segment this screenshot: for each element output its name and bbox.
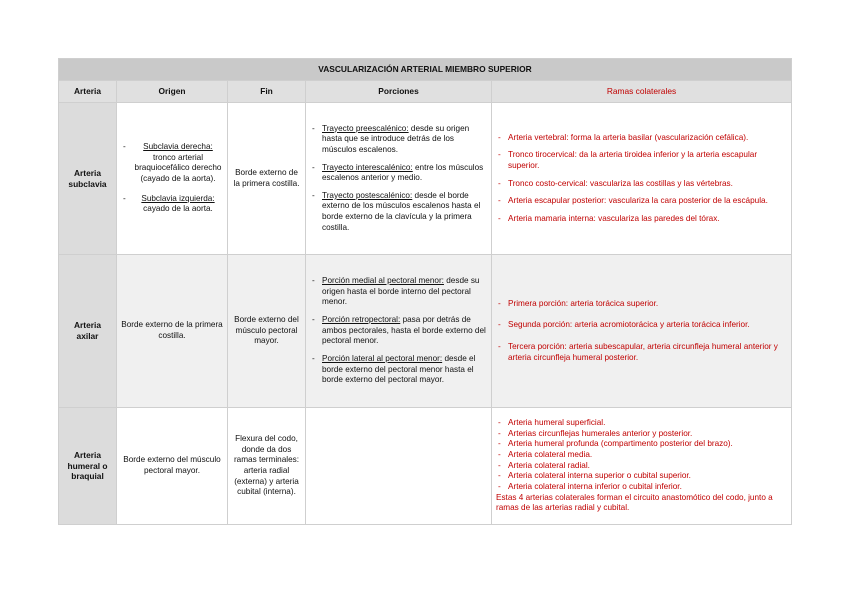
header-fin: Fin xyxy=(228,81,306,103)
table-row-subclavia xyxy=(59,103,792,255)
rama-item: - Tercera porción: arteria subescapular, arteria circunfleja humeral anterior y arteria circunfleja humeral posterior. xyxy=(496,342,787,363)
rama-item: - Arteria mamaria interna: vasculariza las paredes del tórax. xyxy=(496,214,787,225)
header-origen: Origen xyxy=(117,81,228,103)
porcion-label: Trayecto postescalénico: xyxy=(322,190,413,200)
origen-text: tronco arterial braquiocefálico derecho (cayado de la aorta). xyxy=(134,152,222,183)
rama-item: - Arteria colateral radial. xyxy=(496,461,787,472)
rama-item: - Arteria escapular posterior: vasculariza la cara posterior de la escápula. xyxy=(496,196,787,207)
porcion-text: desde su origen hasta el borde interno del pectoral menor. xyxy=(322,276,480,307)
porcion-item xyxy=(310,191,487,234)
porcion-item xyxy=(310,276,487,308)
origen-label: Subclavia derecha: xyxy=(143,142,213,152)
porcion-text: desde el borde externo del pectoral menor hasta el borde externo del pectoral mayor. xyxy=(322,353,476,385)
origen-label: Subclavia izquierda: xyxy=(141,193,215,203)
fin-cell: Flexura del codo, donde da dos ramas terminales: arteria radial (externa) y arteria cubital (interna). xyxy=(228,408,306,525)
rama-item: - Arteria humeral profunda (compartimento posterior del brazo). xyxy=(496,439,787,450)
table-row-humeral xyxy=(59,408,792,525)
porcion-item xyxy=(310,124,487,156)
ramas-cell xyxy=(492,255,792,408)
origen-cell: Borde externo del músculo pectoral mayor. xyxy=(117,408,228,525)
fin-cell: Borde externo de la primera costilla. xyxy=(228,103,306,255)
origen-text: cayado de la aorta. xyxy=(143,204,213,214)
ramas-cell xyxy=(492,408,792,525)
rama-item: - Arteria colateral media. xyxy=(496,450,787,461)
porciones-cell xyxy=(306,408,492,525)
fin-cell: Borde externo del músculo pectoral mayor. xyxy=(228,255,306,408)
porcion-item xyxy=(310,315,487,347)
porciones-cell xyxy=(306,255,492,408)
header-arteria: Arteria xyxy=(59,81,117,103)
porciones-cell xyxy=(306,103,492,255)
rama-item: - Segunda porción: arteria acromiotorácica y arteria torácica inferior. xyxy=(496,320,787,331)
porcion-text: pasa por detrás de ambos pectorales, hasta el borde externo del pectoral menor. xyxy=(322,315,486,346)
ramas-cell xyxy=(492,103,792,255)
porcion-text: entre los músculos escalenos anterior y medio. xyxy=(322,162,484,183)
rama-item: - Arterias circunflejas humerales anterior y posterior. xyxy=(496,429,787,440)
ramas-note: Estas 4 arterias colaterales forman el circuito anastomótico del codo, junto a ramas de las arterias radial y cubital. xyxy=(496,492,773,513)
porcion-label: Porción lateral al pectoral menor: xyxy=(322,353,443,363)
table-title: VASCULARIZACIÓN ARTERIAL MIEMBRO SUPERIOR xyxy=(59,59,792,81)
arteria-cell: Arteria axilar xyxy=(59,255,117,408)
arteria-cell: Arteria subclavia xyxy=(59,103,117,255)
origen-cell: Borde externo de la primera costilla. xyxy=(117,255,228,408)
rama-item: - Arteria colateral interna inferior o cubital inferior. xyxy=(496,482,787,493)
origen-item xyxy=(121,194,223,215)
porcion-label: Trayecto preescalénico: xyxy=(322,123,409,133)
porcion-text: desde su origen hasta que se introduce detrás de los músculos escalenos. xyxy=(322,123,470,154)
porcion-text: desde el borde externo de los músculos escalenos hasta el borde externo de la clavícula y la primera costilla. xyxy=(322,190,481,232)
porcion-item xyxy=(310,354,487,386)
arteria-cell: Arteria humeral o braquial xyxy=(59,408,117,525)
rama-item: - Arteria colateral interna superior o cubital superior. xyxy=(496,471,787,482)
header-porciones: Porciones xyxy=(306,81,492,103)
porcion-label: Trayecto interescalénico: xyxy=(322,162,413,172)
header-ramas: Ramas colaterales xyxy=(492,81,792,103)
rama-item: - Arteria humeral superficial. xyxy=(496,418,787,429)
rama-item: - Arteria vertebral: forma la arteria basilar (vascularización cefálica). xyxy=(496,133,787,144)
origen-cell xyxy=(117,103,228,255)
porcion-label: Porción medial al pectoral menor: xyxy=(322,276,444,286)
table-row-axilar xyxy=(59,255,792,408)
porcion-item xyxy=(310,163,487,184)
rama-item: - Tronco tirocervical: da la arteria tiroidea inferior y la arteria escapular superior. xyxy=(496,150,787,171)
origen-item xyxy=(121,142,223,185)
rama-item: - Tronco costo-cervical: vasculariza las costillas y las vértebras. xyxy=(496,179,787,190)
porcion-label: Porción retropectoral: xyxy=(322,315,401,325)
vascularization-table xyxy=(58,58,792,525)
rama-item: - Primera porción: arteria torácica superior. xyxy=(496,299,787,310)
